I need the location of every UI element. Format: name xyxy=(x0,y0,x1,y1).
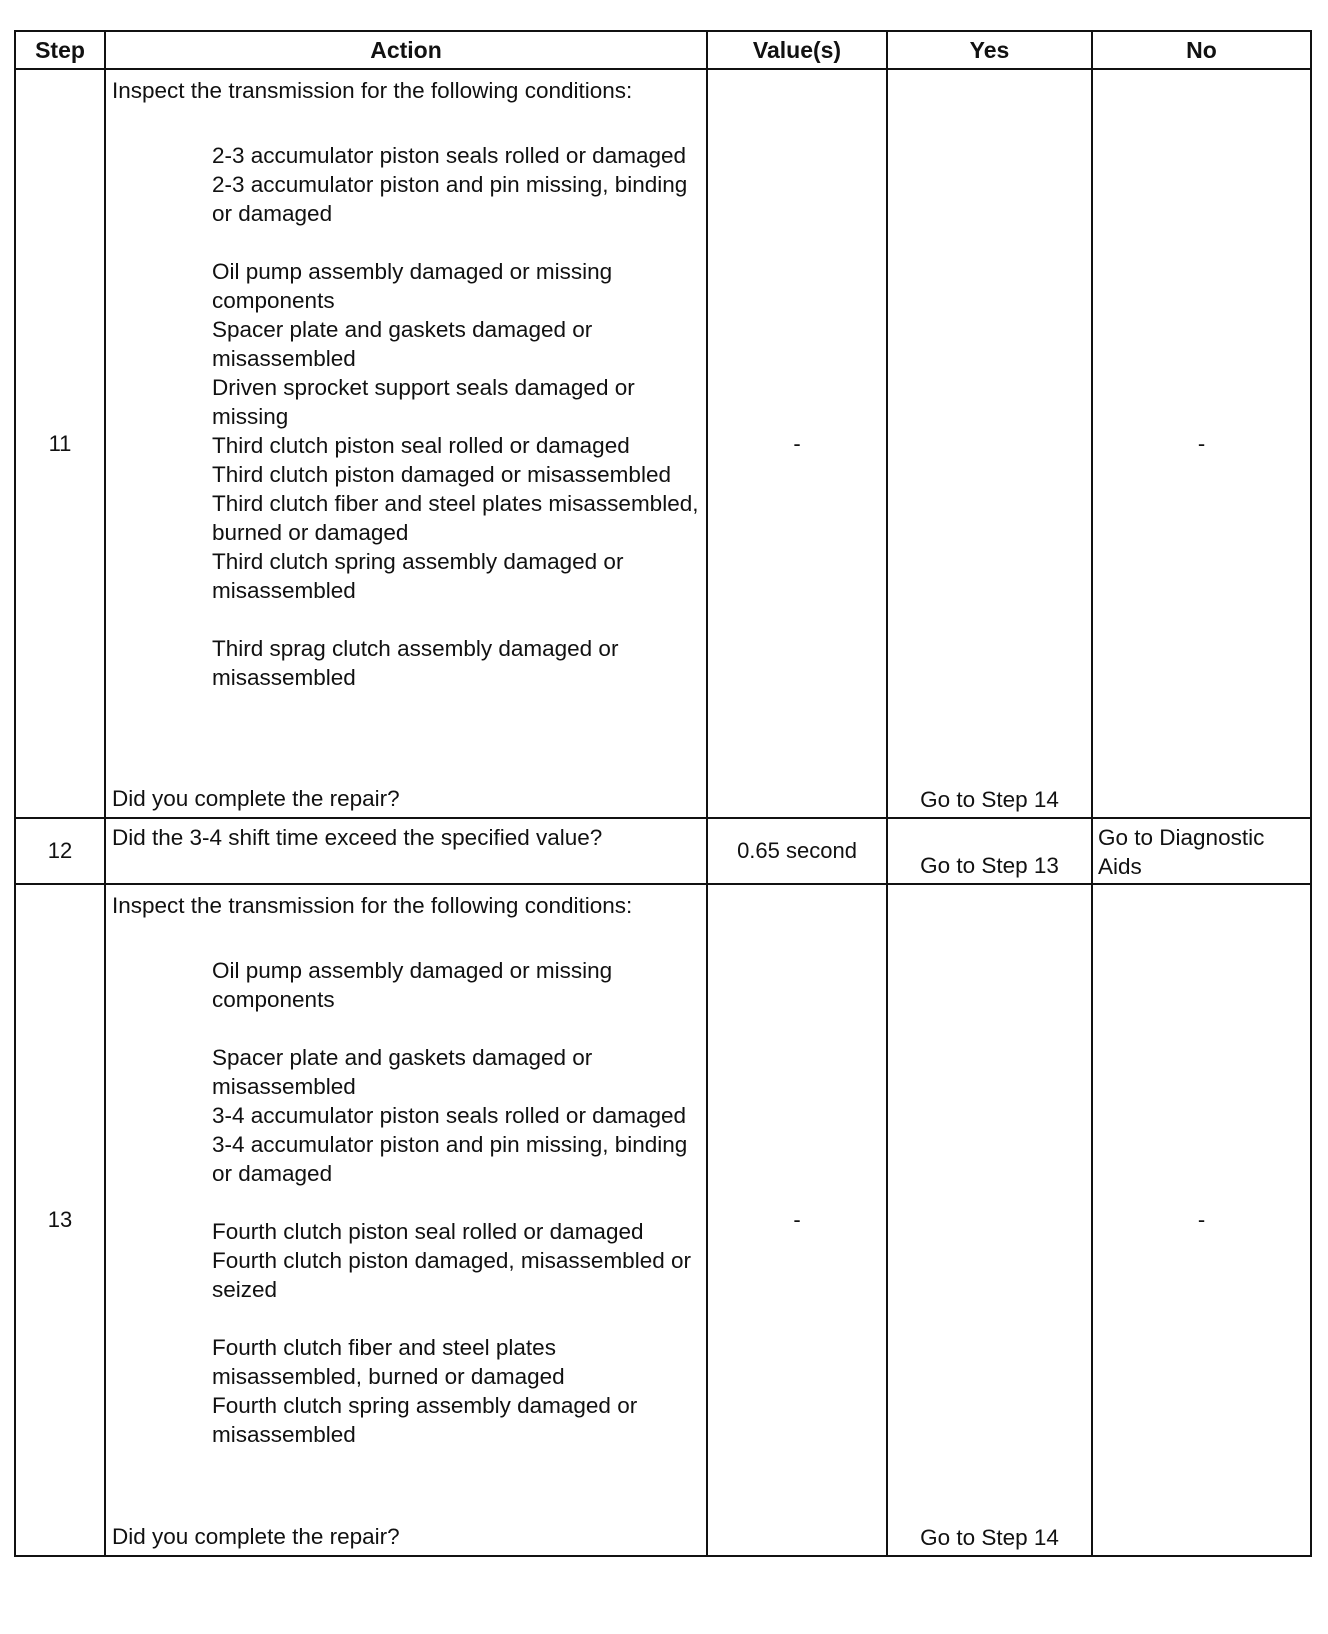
action-intro: Inspect the transmission for the following conditions: xyxy=(112,893,633,918)
yes-cell xyxy=(887,884,1092,1556)
condition-item: Third sprag clutch assembly damaged or misassembled xyxy=(212,636,619,690)
condition-item: Oil pump assembly damaged or missing components xyxy=(212,259,613,313)
yes-cell xyxy=(887,69,1092,818)
condition-list xyxy=(112,141,700,692)
value-cell: - xyxy=(707,884,887,1556)
condition-spacer xyxy=(212,1304,700,1333)
condition-item: 2-3 accumulator piston seals rolled or damaged xyxy=(212,143,687,168)
value-cell: 0.65 second xyxy=(707,818,887,884)
action-question: Did you complete the repair? xyxy=(112,786,400,811)
condition-spacer xyxy=(212,605,700,634)
condition-spacer xyxy=(212,1188,700,1217)
condition-item: Fourth clutch piston seal rolled or damaged xyxy=(212,1219,644,1244)
yes-result: Go to Step 14 xyxy=(920,1525,1059,1550)
header-values: Value(s) xyxy=(707,31,887,69)
no-cell xyxy=(1092,818,1311,884)
condition-item: 3-4 accumulator piston and pin missing, binding or damaged xyxy=(212,1132,688,1186)
table-row-step-13 xyxy=(15,884,1311,1556)
action-question: Did the 3-4 shift time exceed the specified value? xyxy=(112,825,603,850)
action-question: Did you complete the repair? xyxy=(112,1524,400,1549)
table-row-step-12 xyxy=(15,818,1311,884)
condition-item: Spacer plate and gaskets damaged or misassembled xyxy=(212,317,593,371)
action-cell xyxy=(105,818,707,884)
header-yes: Yes xyxy=(887,31,1092,69)
yes-cell xyxy=(887,818,1092,884)
action-cell xyxy=(105,69,707,818)
yes-result: Go to Step 13 xyxy=(920,853,1059,878)
diagnostic-table xyxy=(14,30,1312,1557)
condition-item: Driven sprocket support seals damaged or missing xyxy=(212,375,635,429)
condition-item: Oil pump assembly damaged or missing components xyxy=(212,958,613,1012)
header-no: No xyxy=(1092,31,1311,69)
condition-item: 3-4 accumulator piston seals rolled or damaged xyxy=(212,1103,687,1128)
condition-item: Fourth clutch fiber and steel plates misassembled, burned or damaged xyxy=(212,1335,565,1389)
condition-item: 2-3 accumulator piston and pin missing, binding or damaged xyxy=(212,172,688,226)
header-step: Step xyxy=(15,31,105,69)
no-cell: - xyxy=(1092,884,1311,1556)
action-intro: Inspect the transmission for the following conditions: xyxy=(112,78,633,103)
yes-result: Go to Step 14 xyxy=(920,787,1059,812)
condition-item: Third clutch piston seal rolled or damaged xyxy=(212,433,630,458)
no-result: Go to Diagnostic Aids xyxy=(1098,825,1265,879)
condition-item: Third clutch fiber and steel plates misassembled, burned or damaged xyxy=(212,491,699,545)
header-action: Action xyxy=(105,31,707,69)
table-row-step-11 xyxy=(15,69,1311,818)
condition-item: Fourth clutch piston damaged, misassembled or seized xyxy=(212,1248,691,1302)
condition-item: Spacer plate and gaskets damaged or misassembled xyxy=(212,1045,593,1099)
value-cell: - xyxy=(707,69,887,818)
step-number: 13 xyxy=(15,884,105,1556)
no-cell: - xyxy=(1092,69,1311,818)
condition-item: Third clutch spring assembly damaged or misassembled xyxy=(212,549,624,603)
condition-item: Third clutch piston damaged or misassembled xyxy=(212,462,671,487)
condition-list xyxy=(112,956,700,1449)
header-row xyxy=(15,31,1311,69)
condition-spacer xyxy=(212,1014,700,1043)
action-cell xyxy=(105,884,707,1556)
condition-item: Fourth clutch spring assembly damaged or misassembled xyxy=(212,1393,638,1447)
step-number: 12 xyxy=(15,818,105,884)
step-number: 11 xyxy=(15,69,105,818)
condition-spacer xyxy=(212,228,700,257)
